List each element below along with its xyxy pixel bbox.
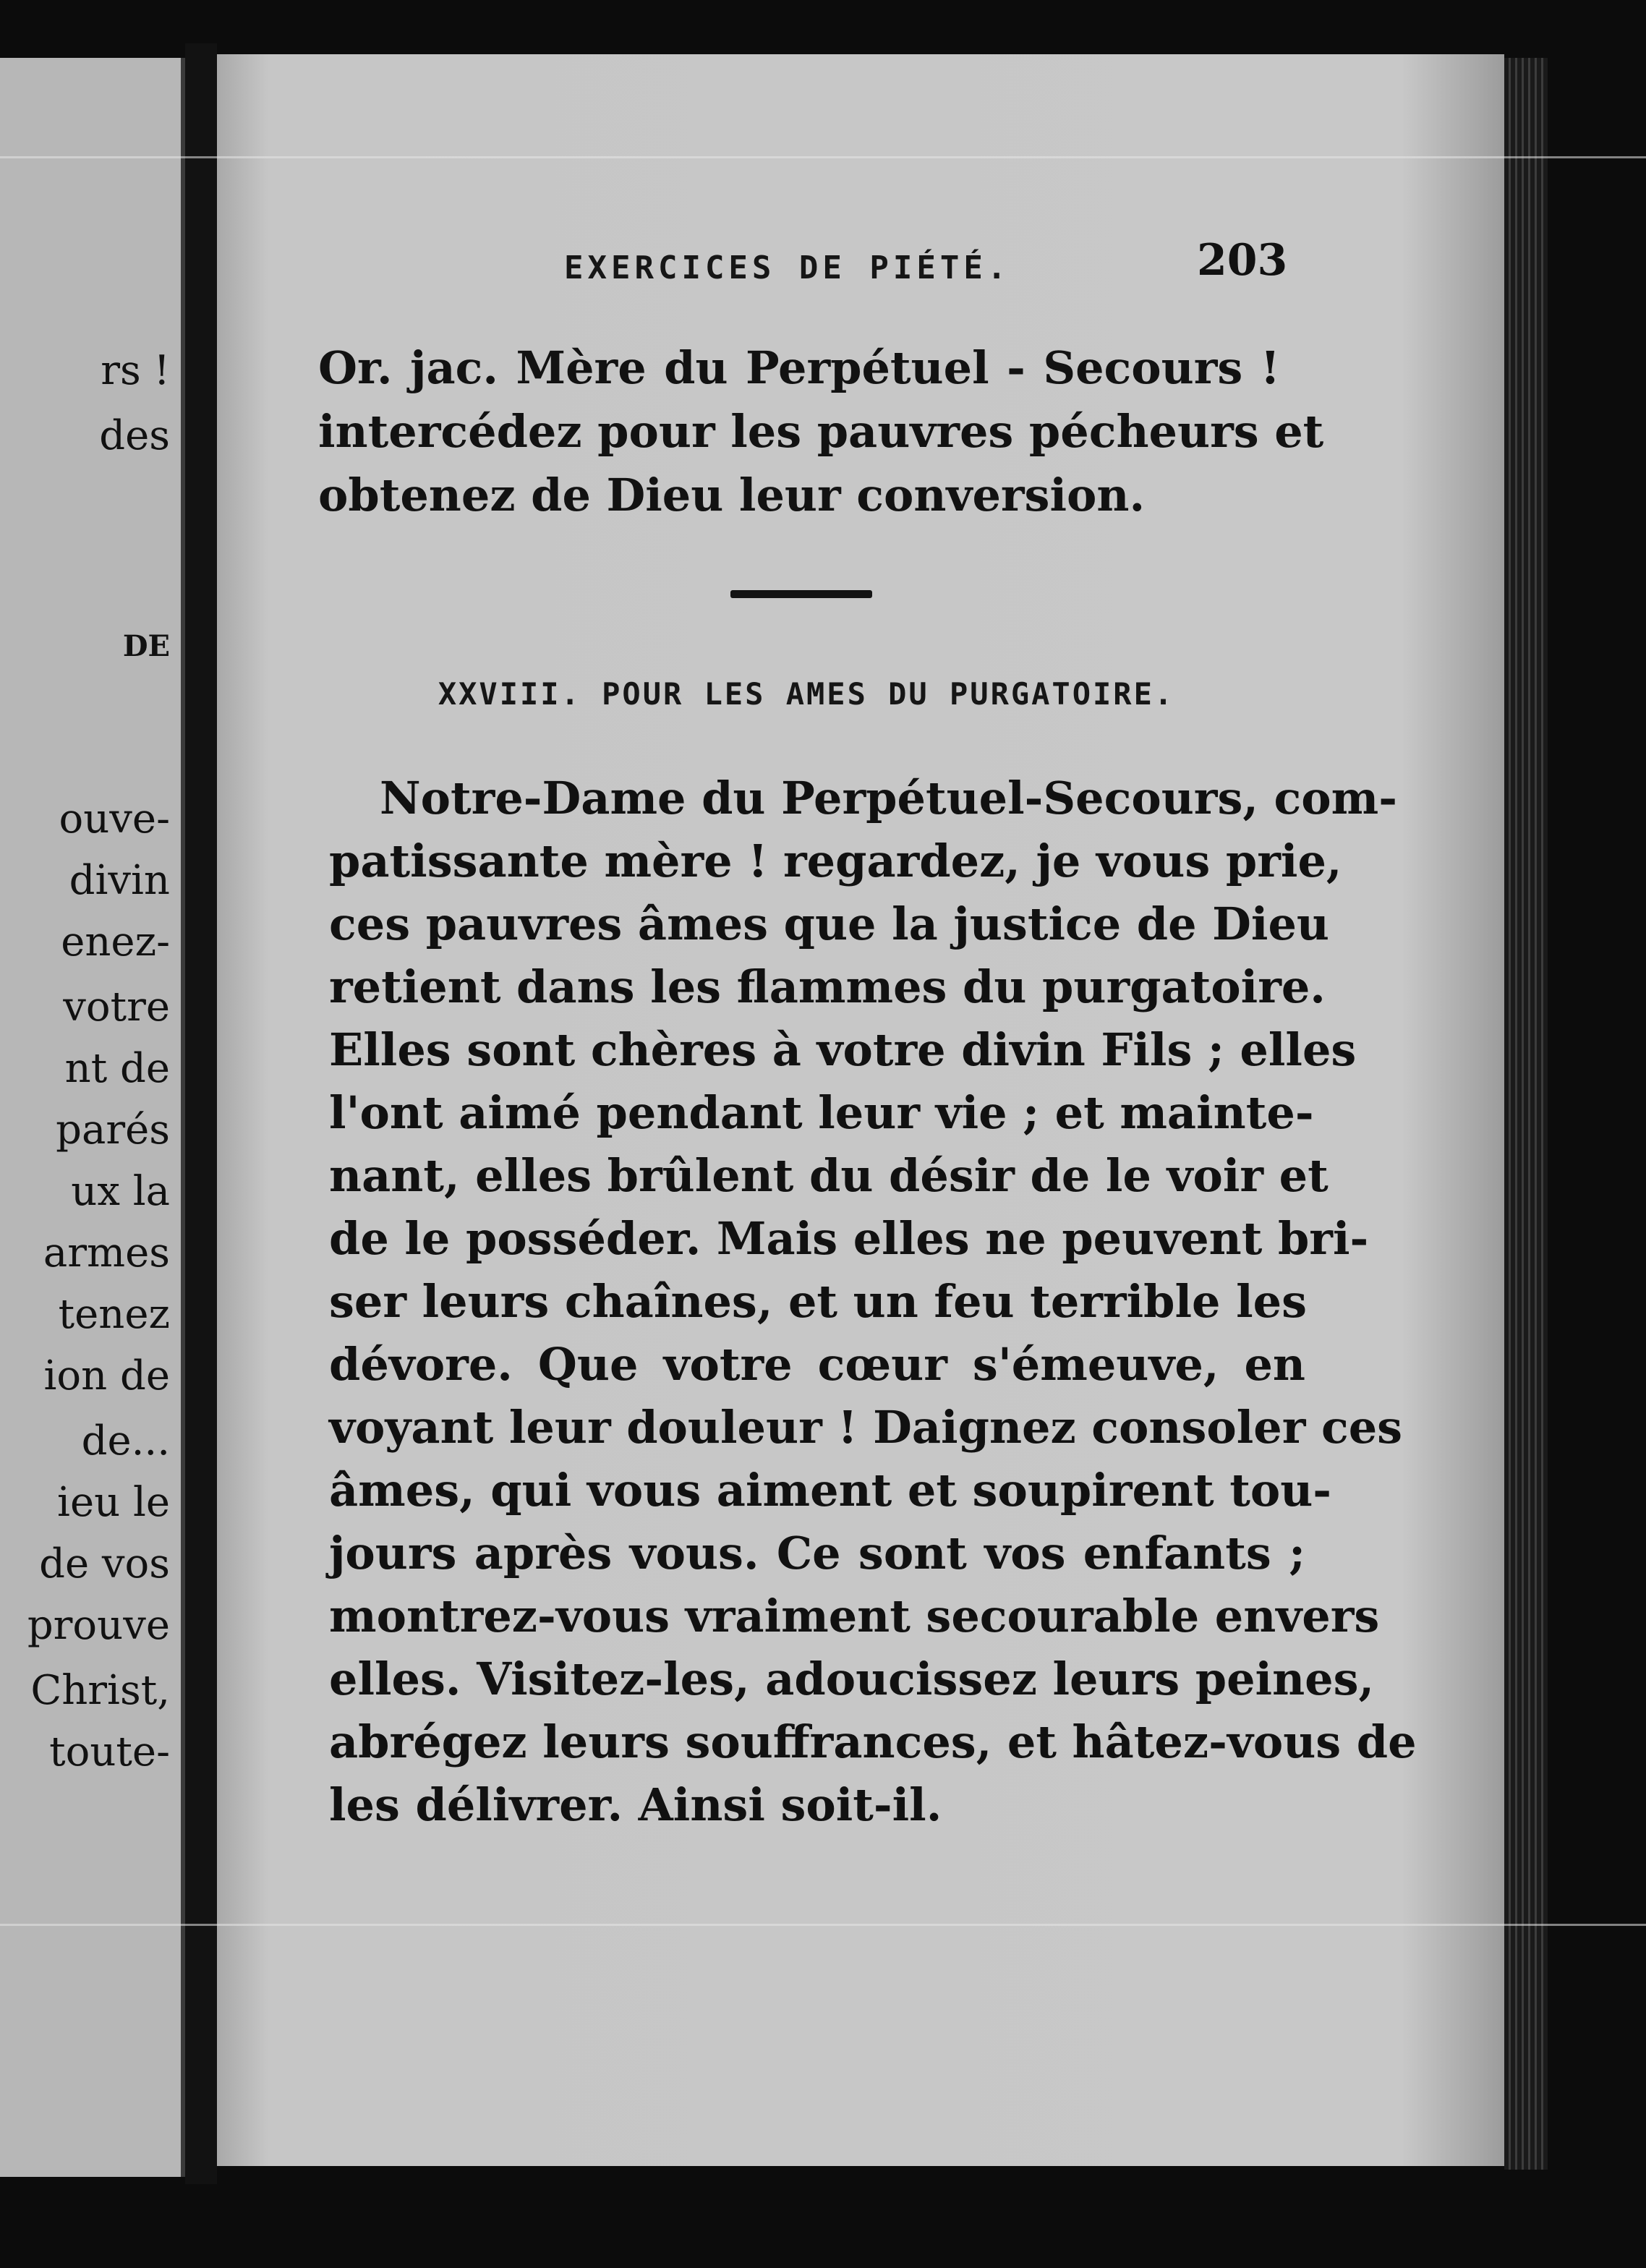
left-page-fragment: ion de bbox=[43, 1352, 170, 1399]
body-line: les délivrer. Ainsi soit-il. bbox=[329, 1778, 942, 1831]
book-gutter bbox=[185, 43, 217, 2184]
page-edges bbox=[1504, 58, 1548, 2170]
left-page-fragment: votre bbox=[63, 984, 170, 1031]
body-line: ces pauvres âmes que la justice de Dieu bbox=[329, 898, 1330, 950]
section-divider bbox=[730, 590, 872, 598]
body-line: voyant leur douleur ! Daignez consoler ces bbox=[329, 1401, 1403, 1454]
invocation-block bbox=[318, 336, 1324, 527]
body-line: montrez-vous vraiment secourable envers bbox=[329, 1590, 1380, 1642]
body-line: elles. Visitez-les, adoucissez leurs peines, bbox=[329, 1653, 1375, 1705]
left-page-fragment: des bbox=[99, 412, 170, 459]
left-page-fragment: Christ, bbox=[30, 1667, 170, 1714]
body-line: de le posséder. Mais elles ne peuvent bri- bbox=[329, 1212, 1369, 1265]
left-page-fragment: ieu le bbox=[57, 1479, 170, 1526]
invocation-line: Or. jac. Mère du Perpétuel - Secours ! bbox=[318, 341, 1280, 394]
body-line: âmes, qui vous aiment et soupirent tou- bbox=[329, 1464, 1332, 1517]
left-page-fragment: enez- bbox=[61, 918, 170, 965]
left-page-fragment: armes bbox=[43, 1229, 170, 1276]
left-page-fragment: de... bbox=[81, 1418, 170, 1465]
left-page-fragment: ouve- bbox=[59, 796, 170, 843]
body-line: jours après vous. Ce sont vos enfants ; bbox=[329, 1527, 1305, 1580]
left-page-fragment: ux la bbox=[71, 1168, 170, 1215]
scan-artifact-line bbox=[0, 156, 1646, 158]
body-line: nant, elles brûlent du désir de le voir et bbox=[329, 1149, 1329, 1202]
left-page-fragment: toute- bbox=[49, 1728, 170, 1775]
body-line: patissante mère ! regardez, je vous prie, bbox=[329, 835, 1342, 887]
left-page-fragment: prouve bbox=[27, 1602, 170, 1649]
left-page-fragment: rs ! bbox=[101, 347, 170, 394]
left-page-fragment: nt de bbox=[64, 1045, 170, 1092]
prayer-body bbox=[329, 767, 1417, 1836]
invocation-line: intercédez pour les pauvres pécheurs et bbox=[318, 405, 1324, 458]
left-page-fragment: parés bbox=[56, 1107, 170, 1154]
body-line: ser leurs chaînes, et un feu terrible les bbox=[329, 1275, 1307, 1328]
section-title: XXVIII. POUR LES AMES DU PURGATOIRE. bbox=[438, 676, 1175, 712]
left-page-fragment: divin bbox=[69, 857, 170, 904]
left-page-fragment: DE bbox=[122, 629, 170, 663]
running-head: EXERCICES DE PIÉTÉ. bbox=[564, 250, 1011, 286]
body-line: Elles sont chères à votre divin Fils ; elles bbox=[329, 1023, 1357, 1076]
left-page-fragment: de vos bbox=[39, 1540, 170, 1587]
left-facing-page bbox=[0, 58, 185, 2177]
body-line: dévore. Que votre cœur s'émeuve, en bbox=[329, 1338, 1305, 1391]
scan-artifact-line bbox=[0, 1924, 1646, 1926]
left-page-fragment: tenez bbox=[58, 1291, 170, 1338]
body-line: l'ont aimé pendant leur vie ; et mainte- bbox=[329, 1086, 1314, 1139]
body-line: Notre-Dame du Perpétuel-Secours, com- bbox=[380, 772, 1397, 824]
body-line: retient dans les flammes du purgatoire. bbox=[329, 960, 1326, 1013]
page-number: 203 bbox=[1197, 235, 1288, 286]
invocation-line: obtenez de Dieu leur conversion. bbox=[318, 469, 1146, 521]
body-line: abrégez leurs souffrances, et hâtez-vous de bbox=[329, 1715, 1417, 1768]
